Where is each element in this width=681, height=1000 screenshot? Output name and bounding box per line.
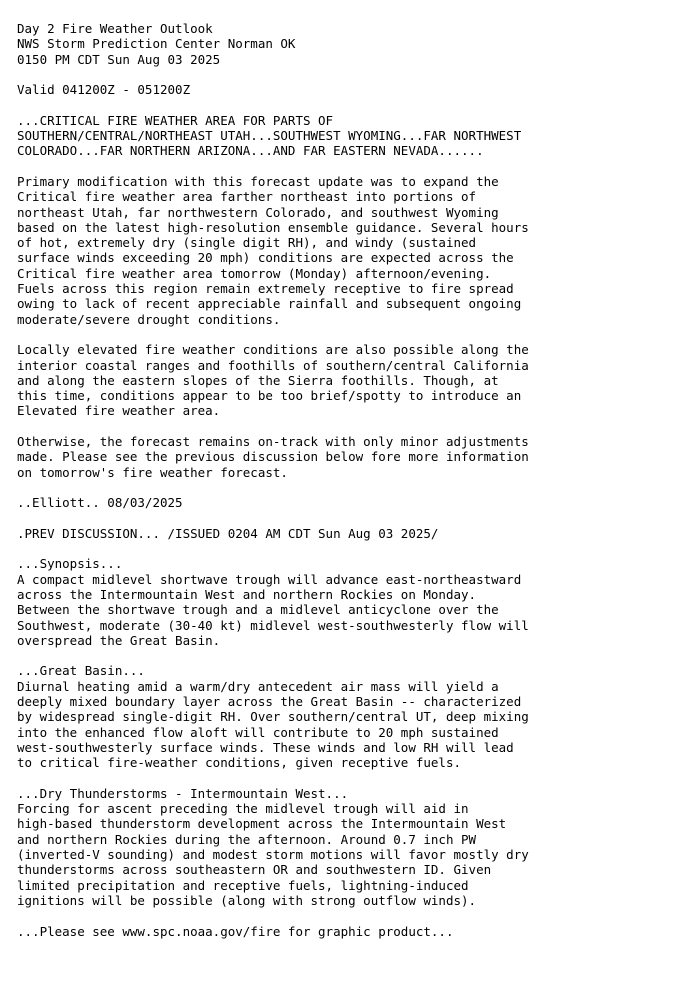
spacer (17, 771, 667, 786)
text-line: of hot, extremely dry (single digit RH), and windy (sustained (17, 235, 477, 251)
spacer (17, 648, 667, 663)
text-line: to critical fire-weather conditions, given receptive fuels. (17, 755, 462, 771)
text-line: on tomorrow's fire weather forecast. (17, 464, 288, 480)
spacer (17, 159, 667, 174)
text-line: into the enhanced flow aloft will contribute to 20 mph sustained (17, 724, 499, 740)
text-line: west-southwesterly surface winds. These winds and low RH will lead (17, 739, 514, 755)
text-line: Critical fire weather area tomorrow (Monday) afternoon/evening. (17, 265, 492, 281)
spacer (17, 541, 667, 556)
text-line: interior coastal ranges and foothills of southern/central California (17, 357, 529, 373)
text-line: surface winds exceeding 20 mph) conditions are expected across the (17, 250, 514, 266)
text-line: Primary modification with this forecast update was to expand the (17, 173, 499, 189)
section-heading: ...Great Basin... (17, 663, 145, 679)
text-line: Southwest, moderate (30-40 kt) midlevel west-southwesterly flow will (17, 617, 529, 633)
synopsis-section (17, 556, 667, 648)
spacer (17, 97, 667, 112)
update-paragraph-3 (17, 434, 667, 480)
text-line: this time, conditions appear to be too brief/spotty to introduce an (17, 388, 522, 404)
update-paragraph-2 (17, 342, 667, 418)
text-line: Critical fire weather area farther northeast into portions of (17, 189, 477, 205)
text-line: based on the latest high-resolution ensemble guidance. Several hours (17, 219, 529, 235)
spacer (17, 419, 667, 434)
text-line: moderate/severe drought conditions. (17, 311, 281, 327)
text-line: by widespread single-digit RH. Over southern/central UT, deep mixing (17, 709, 529, 725)
text-line: A compact midlevel shortwave trough will advance east-northeastward (17, 571, 522, 587)
text-line: Fuels across this region remain extremely receptive to fire spread (17, 281, 514, 297)
great-basin-section (17, 663, 667, 770)
text-line: ignitions will be possible (along with strong outflow winds). (17, 892, 477, 908)
text-line: Between the shortwave trough and a midlevel anticyclone over the (17, 602, 499, 618)
text-line: and northern Rockies during the afternoon. Around 0.7 inch PW (17, 831, 477, 847)
text-line: high-based thunderstorm development across the Intermountain West (17, 816, 507, 832)
text-line: thunderstorms across southeastern OR and southwestern ID. Given (17, 862, 492, 878)
text-line: owing to lack of recent appreciable rainfall and subsequent ongoing (17, 296, 522, 312)
update-paragraph-1 (17, 174, 667, 327)
fire-weather-outlook-document (17, 21, 667, 939)
text-line: overspread the Great Basin. (17, 632, 221, 648)
spacer (17, 327, 667, 342)
previous-discussion-header: .PREV DISCUSSION... /ISSUED 0204 AM CDT Sun Aug 03 2025/ (17, 525, 439, 541)
issuing-office: NWS Storm Prediction Center Norman OK (17, 36, 296, 52)
text-line: Locally elevated fire weather conditions are also possible along the (17, 342, 529, 358)
text-line: Otherwise, the forecast remains on-track with only minor adjustments (17, 434, 529, 450)
headline-block (17, 113, 667, 159)
spacer (17, 67, 667, 82)
issue-time: 0150 PM CDT Sun Aug 03 2025 (17, 51, 221, 67)
dry-thunderstorms-section (17, 786, 667, 908)
graphic-product-link-text: ...Please see www.spc.noaa.gov/fire for graphic product... (17, 923, 454, 939)
spacer (17, 908, 667, 923)
text-line: limited precipitation and receptive fuels, lightning-induced (17, 877, 469, 893)
text-line: across the Intermountain West and northern Rockies on Monday. (17, 586, 477, 602)
text-line: (inverted-V sounding) and modest storm motions will favor mostly dry (17, 847, 529, 863)
headline-line: SOUTHERN/CENTRAL/NORTHEAST UTAH...SOUTHWEST WYOMING...FAR NORTHWEST (17, 128, 522, 144)
headline-line: COLORADO...FAR NORTHERN ARIZONA...AND FAR EASTERN NEVADA...... (17, 143, 484, 159)
valid-period: Valid 041200Z - 051200Z (17, 82, 191, 98)
spacer (17, 480, 667, 495)
section-heading: ...Dry Thunderstorms - Intermountain West... (17, 785, 349, 801)
headline-line: ...CRITICAL FIRE WEATHER AREA FOR PARTS OF (17, 112, 334, 128)
spacer (17, 511, 667, 526)
forecaster-signature: ..Elliott.. 08/03/2025 (17, 495, 183, 511)
text-line: and along the eastern slopes of the Sierra foothills. Though, at (17, 372, 499, 388)
text-line: deeply mixed boundary layer across the Great Basin -- characterized (17, 694, 522, 710)
text-line: made. Please see the previous discussion below fore more information (17, 449, 529, 465)
text-line: Elevated fire weather area. (17, 403, 221, 419)
section-heading: ...Synopsis... (17, 556, 123, 572)
text-line: Forcing for ascent preceding the midlevel trough will aid in (17, 801, 469, 817)
text-line: northeast Utah, far northwestern Colorado, and southwest Wyoming (17, 204, 499, 220)
product-title: Day 2 Fire Weather Outlook (17, 21, 213, 36)
text-line: Diurnal heating amid a warm/dry antecedent air mass will yield a (17, 678, 499, 694)
